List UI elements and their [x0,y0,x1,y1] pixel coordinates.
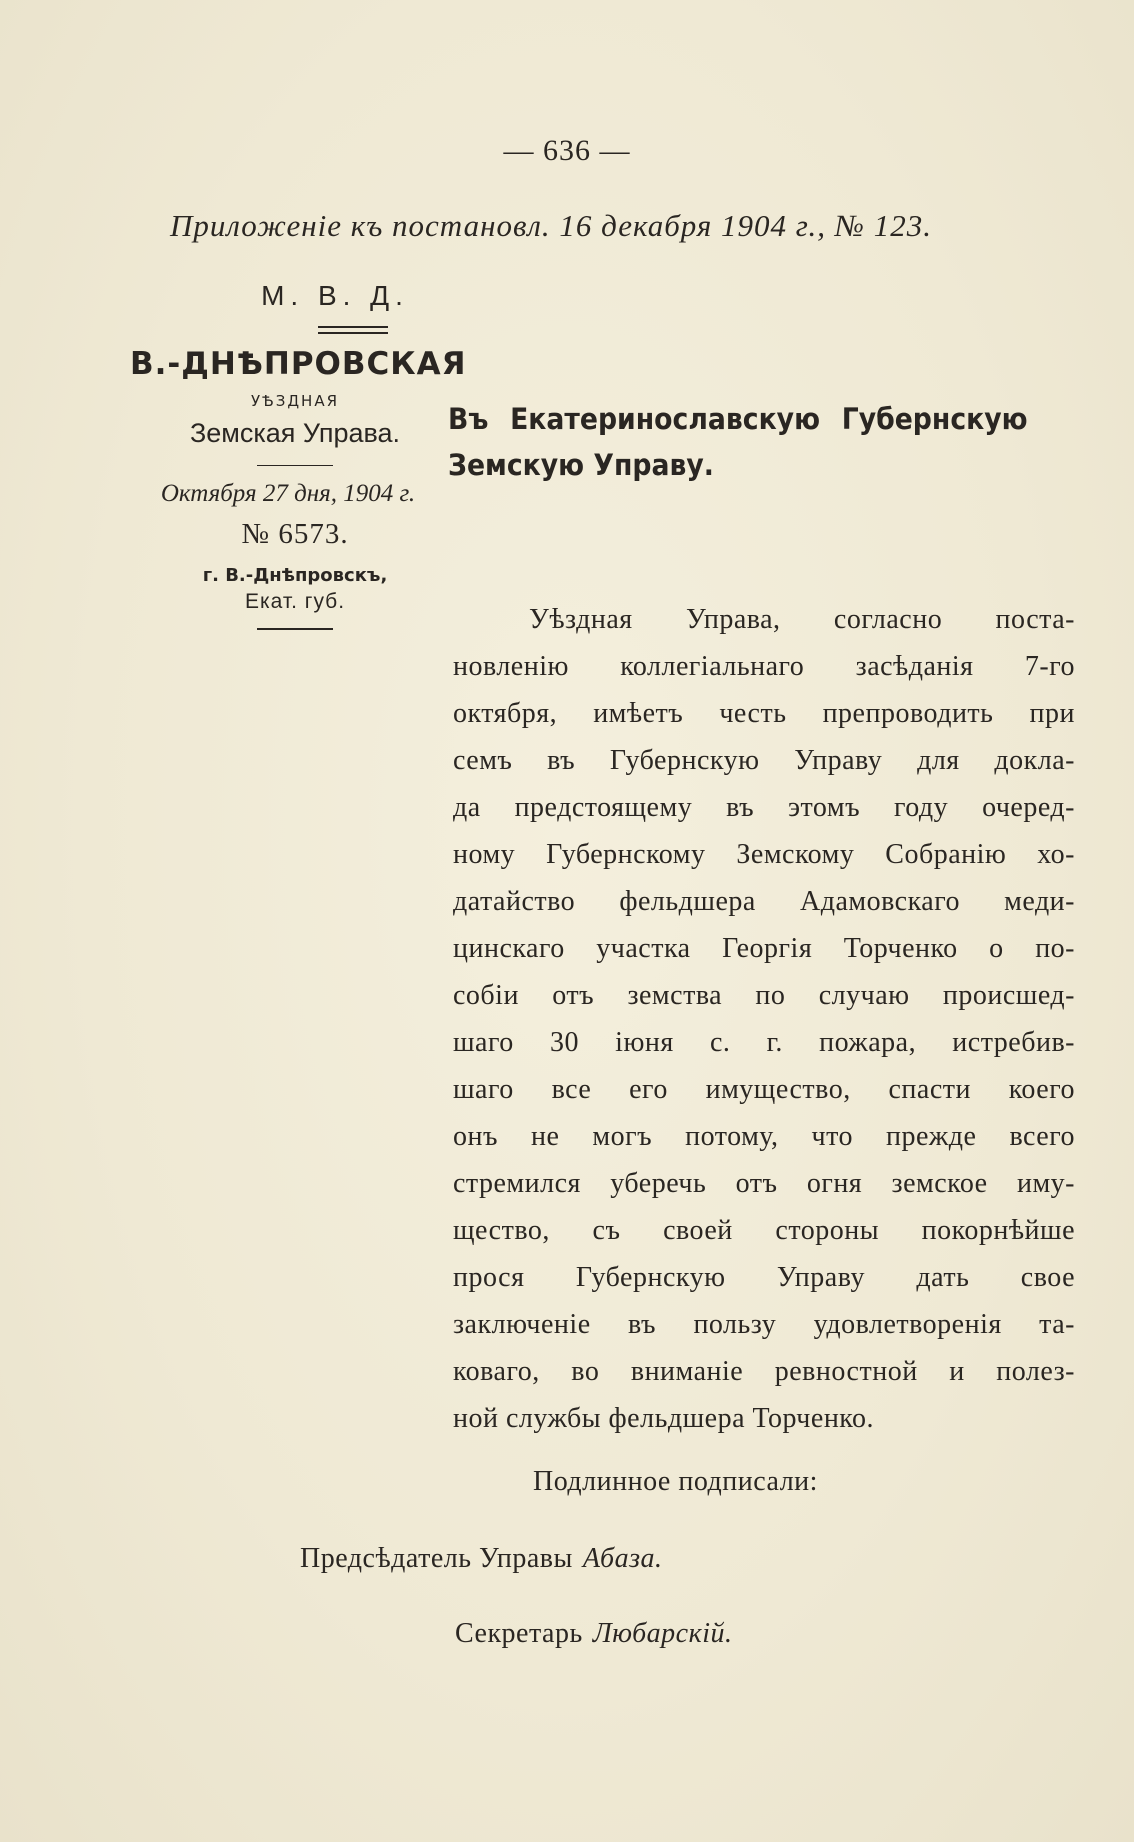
ministry-label: М. В. Д. [261,280,409,311]
letter-body [453,596,1075,1442]
district-name: В.-ДНѢПРОВСКАЯ [130,346,467,382]
body-line: коваго, во вниманiе ревностной и полез- [453,1356,1075,1387]
bottom-rule-divider [257,628,333,630]
uprava-label: Земская Управа. [189,418,401,448]
letter-number: № 6573. [241,518,349,550]
body-line: заключенiе въ пользу удовлетворенiя та- [453,1309,1075,1340]
uezdnaya-label: УѢЗДНАЯ [251,392,339,410]
double-rule-divider [318,326,388,334]
appendix-line: Приложенiе къ постановл. 16 декабря 1904 г., № 123. [170,208,932,243]
body-line: новленiю коллегiальнаго засѣданiя 7-го [453,651,1075,682]
secretary-name: Любарскiй. [592,1618,733,1649]
body-line: цинскаго участка Георгiя Торченко о по- [453,933,1075,964]
body-line: ной службы фельдшера Торченко. [453,1403,874,1434]
body-line: собiи отъ земства по случаю происшед- [453,980,1075,1011]
body-line: Уѣздная Управа, согласно поста- [529,604,1075,635]
body-line: ному Губернскому Земскому Собранiю хо- [453,839,1075,870]
body-line: да предстоящему въ этомъ году очеред- [453,792,1075,823]
chairman-name: Абаза. [582,1543,663,1574]
rule-divider [257,465,333,466]
addressee-heading: Въ Екатеринославскую Губернскую Земскую Управу. [448,402,1028,482]
body-line: шаго все его имущество, спасти коего [453,1074,1075,1105]
town-label: г. В.-Днѣпровскъ, [202,565,388,586]
guberniya-label: Екат. губ. [244,590,346,613]
body-line: прося Губернскую Управу дать свое [453,1262,1075,1293]
page-number: — 636 — [503,134,631,167]
body-line: онъ не могъ потому, что прежде всего [453,1121,1075,1152]
signed-note: Подлинное подписали: [533,1466,818,1497]
body-line: стремился уберечь отъ огня земское иму- [453,1168,1075,1199]
body-line: щество, съ своей стороны покорнѣйше [453,1215,1075,1246]
letter-date: Октября 27 дня, 1904 г. [160,480,416,507]
body-line: октября, имѣетъ честь препроводить при [453,698,1075,729]
chairman-title: Предсѣдатель Управы [300,1543,573,1574]
body-line: шаго 30 iюня с. г. пожара, истребив- [453,1027,1075,1058]
body-line: датайство фельдшера Адамовскаго меди- [453,886,1075,917]
secretary-signature [455,1618,733,1650]
letterhead [130,280,467,630]
body-line: семъ въ Губернскую Управу для докла- [453,745,1075,776]
chairman-signature [300,1543,663,1575]
secretary-title: Секретарь [455,1618,583,1649]
